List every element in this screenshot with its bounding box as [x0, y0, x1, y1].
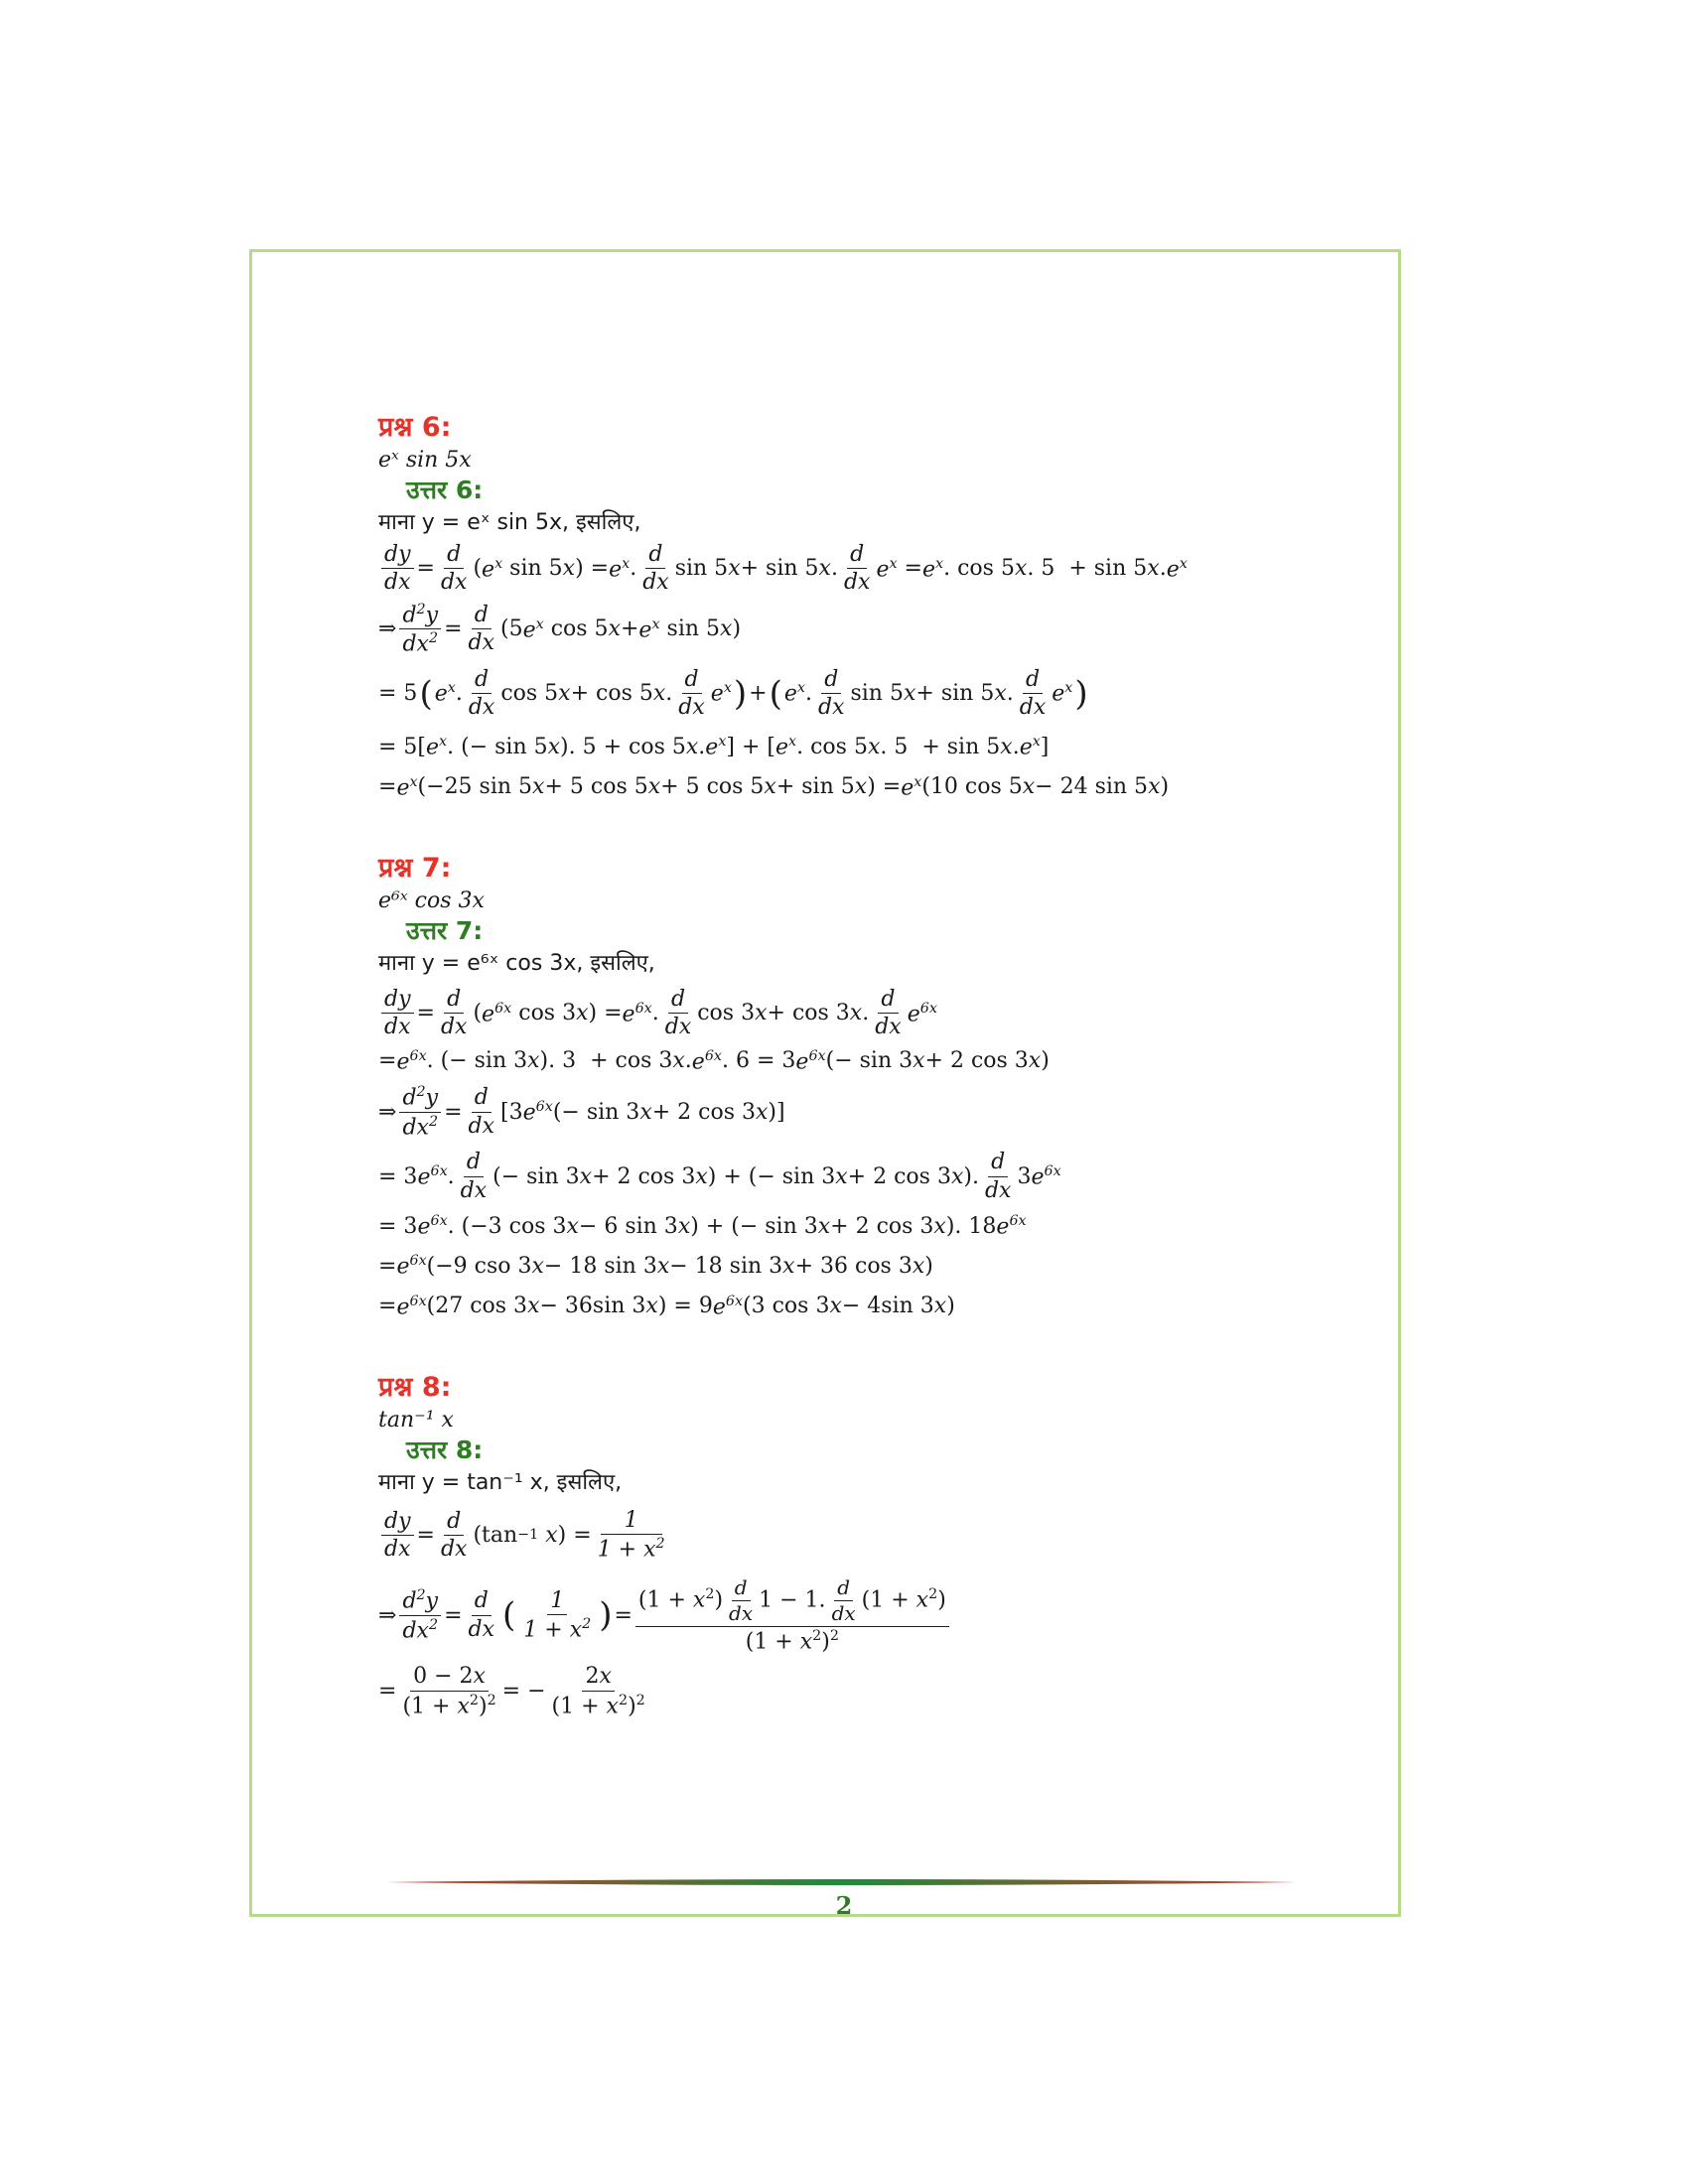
question-block-6	[378, 407, 1332, 800]
question-function: tan⁻¹ x	[378, 1407, 454, 1433]
question-label: प्रश्न 8:	[378, 1371, 452, 1403]
step-5: = $e^x$ (−25 sin 5 x + 5 cos 5 x + 5 cos 5 x + sin 5 x ) = $e^x$ (10 cos 5 x − 24 sin 5 x )	[378, 773, 1170, 801]
step-3: = 0 − 2x $(1 + x^2)^2$ = − 2x $(1 + x^2)^2$	[378, 1664, 645, 1719]
answer-intro: माना y = eˣ sin 5x, इसलिए,	[378, 510, 641, 535]
step-3: = 5 ( $e^x$ . d dx cos 5 x + cos 5 x . d dx $e^x$ ) + ( $e^x$ . d dx sin 5 x + sin 5 x . d dx $e^x$ )	[378, 666, 1088, 721]
question-label: प्रश्न 7:	[378, 853, 452, 885]
answer-intro: माना y = e⁶ˣ cos 3x, इसलिए,	[378, 951, 655, 977]
step-1: dy dx = d dx ( $e^{6x}$ cos 3 x ) = $e^{6x}$ . d dx cos 3 x + cos 3 x . d dx $e^{6x}$	[378, 987, 1332, 1040]
step-7: = $e^{6x}$ (27 cos 3 x − 36sin 3 x ) = 9 $e^{6x}$ (3 cos 3 x − 4sin 3 x )	[378, 1293, 955, 1319]
answer-label: उत्तर 8:	[406, 1434, 484, 1464]
step-1: dy dx = d dx ( $e^x$ sin 5 x ) = $e^x$ . d dx sin 5 x + sin 5 x . d dx $e^x$ = $e^x$ . cos 5 x . 5 + sin 5 x . $e^x$	[378, 542, 1332, 596]
answer-label: उत्तर 6:	[406, 476, 484, 504]
step-3: ⇒ $d^2y$ $dx^2$ = d dx [3 $e^{6x}$ (− sin 3 x + 2 cos 3 x )]	[378, 1084, 785, 1140]
answer-intro: माना y = tan⁻¹ x, इसलिए,	[378, 1469, 623, 1495]
footer-divider	[385, 1879, 1297, 1885]
step-2: = $e^{6x}$ . (− sin 3 x ). 3 + cos 3 x . $e^{6x}$ . 6 = 3 $e^{6x}$ (− sin 3 x + 2 cos 3 x )	[378, 1047, 1050, 1075]
question-function: e⁶ˣ cos 3x	[378, 888, 485, 914]
step-2: ⇒ $d^2y$ $dx^2$ = d dx (5 $e^x$ cos 5 x + $e^x$ sin 5 x )	[378, 601, 742, 657]
step-6: = $e^{6x}$ (−9 cso 3 x − 18 sin 3 x − 18 sin 3 x + 36 cos 3 x )	[378, 1253, 933, 1280]
step-1: dy dx = d dx (tan −1 x ) = 1 $1 + x^2$	[378, 1508, 1332, 1563]
page-content	[378, 407, 1332, 1766]
question-block-7	[378, 848, 1332, 1319]
step-4: = 3 $e^{6x}$ . d dx (− sin 3 x + 2 cos 3 x ) + (− sin 3 x + 2 cos 3 x ). d dx 3 $e^{6x}$	[378, 1150, 1061, 1203]
page-number: 2	[835, 1891, 853, 1920]
step-5: = 3 $e^{6x}$ . (−3 cos 3 x − 6 sin 3 x ) + (− sin 3 x + 2 cos 3 x ). 18 $e^{6x}$	[378, 1212, 1027, 1240]
question-function: eˣ sin 5x	[378, 448, 472, 473]
step-2: ⇒ $d^2y$ $dx^2$ = d dx ( 1 $1 + x^2$ ) = $(1 + x^2)$ $\frac{d}{dx}$ 1 − 1. $\frac{d}{dx}$ $(1 + x^2)$ $(1 + x^2)^2$	[378, 1576, 1332, 1655]
answer-label: उत्तर 7:	[406, 916, 484, 946]
step-4: = 5[ $e^x$ . (− sin 5 x ). 5 + cos 5 x . $e^x$ ] + [ $e^x$ . cos 5 x . 5 + sin 5 x . $e^x$ ]	[378, 734, 1050, 760]
question-block-8	[378, 1367, 1332, 1718]
question-label: प्रश्न 6:	[378, 412, 452, 443]
